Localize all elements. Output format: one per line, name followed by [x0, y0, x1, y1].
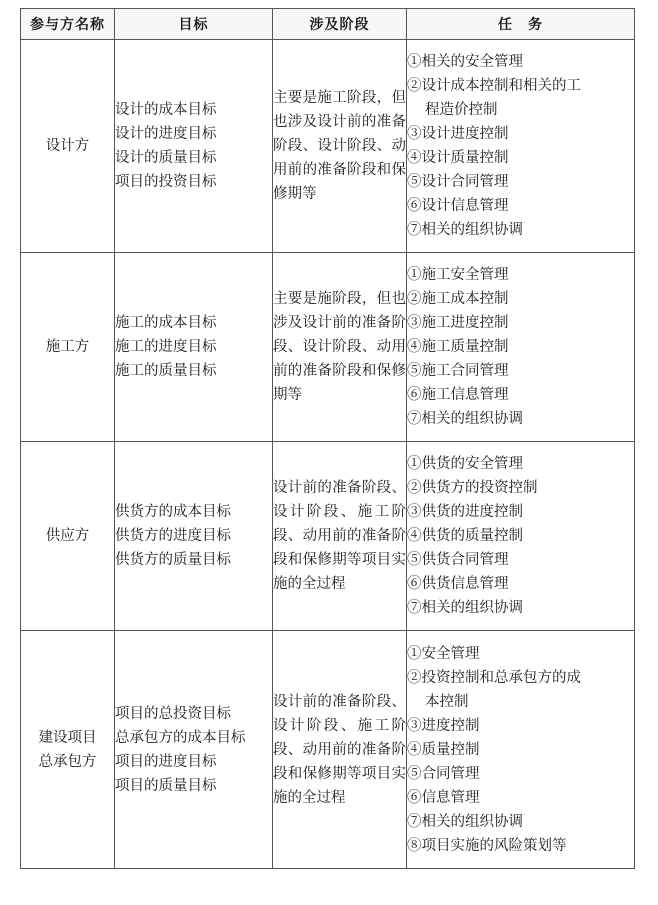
- task-text: ⑦相关的组织协调: [407, 600, 523, 616]
- task-item: [407, 524, 634, 548]
- goal-item: 项目的进度目标: [115, 753, 217, 770]
- task-item: [407, 596, 634, 620]
- stage-cell: [273, 442, 407, 631]
- goal-item: 供货方的质量目标: [115, 552, 231, 568]
- task-item: [407, 642, 634, 666]
- goal-item: 施工的质量目标: [115, 363, 217, 379]
- party-name: 设计方: [45, 138, 90, 154]
- goal-item: 供货方的进度目标: [115, 528, 231, 544]
- task-item: [407, 548, 634, 572]
- task-text: ①供货的安全管理: [407, 456, 523, 472]
- task-item: [407, 786, 634, 810]
- task-text: ⑦相关的组织协调: [407, 813, 523, 830]
- task-text: ⑤施工合同管理: [407, 363, 509, 379]
- goals-cell: [115, 631, 273, 869]
- task-text: ⑥信息管理: [407, 789, 480, 806]
- table-body: [21, 40, 635, 869]
- stage-cell: [273, 40, 407, 253]
- party-name: 建设项目: [38, 729, 97, 746]
- task-item: [407, 170, 634, 194]
- table-row: [21, 631, 635, 869]
- task-text: ⑤合同管理: [407, 765, 480, 782]
- goal-item: 项目的总投资目标: [115, 705, 231, 722]
- task-item: [407, 476, 634, 500]
- task-text: ⑤设计合同管理: [407, 174, 509, 190]
- task-item: [407, 762, 634, 786]
- task-text: ③进度控制: [407, 717, 480, 734]
- table-row: [21, 253, 635, 442]
- party-cell: [21, 442, 115, 631]
- task-text: ②施工成本控制: [407, 291, 509, 307]
- party-cell: [21, 253, 115, 442]
- task-item: [407, 335, 634, 359]
- task-text: ⑥供货信息管理: [407, 576, 509, 592]
- tasks-cell: [407, 631, 635, 869]
- header-stage: 涉及阶段: [273, 9, 407, 40]
- goal-item: 总承包方的成本目标: [115, 729, 246, 746]
- task-item: [407, 50, 634, 74]
- task-text: ②投资控制和总承包方的成: [407, 669, 581, 686]
- header-goals: 目标: [115, 9, 273, 40]
- task-text: ⑤供货合同管理: [407, 552, 509, 568]
- task-item: [407, 287, 634, 311]
- goal-item: 项目的质量目标: [115, 777, 217, 794]
- task-text: ②设计成本控制和相关的工: [407, 78, 581, 94]
- goals-cell: [115, 40, 273, 253]
- goals-cell: [115, 253, 273, 442]
- task-item: [407, 74, 634, 122]
- task-text: ⑦相关的组织协调: [407, 222, 523, 238]
- task-item: [407, 359, 634, 383]
- tasks-cell: [407, 40, 635, 253]
- stage-cell: [273, 631, 407, 869]
- header-tasks: 任 务: [407, 9, 635, 40]
- task-item: [407, 218, 634, 242]
- goal-item: 供货方的成本目标: [115, 504, 231, 520]
- task-item: [407, 714, 634, 738]
- task-text: ④施工质量控制: [407, 339, 509, 355]
- task-text: ⑥施工信息管理: [407, 387, 509, 403]
- goal-item: 项目的投资目标: [115, 174, 217, 190]
- party-cell: [21, 631, 115, 869]
- task-text: ④质量控制: [407, 741, 480, 758]
- stage-cell: [273, 253, 407, 442]
- task-item: [407, 500, 634, 524]
- table-row: [21, 40, 635, 253]
- stage-text: 设计前的准备阶段、设计阶段、施工阶段、动用前的准备阶段和保修期等项目实施的全过程: [273, 693, 406, 806]
- task-text: ④设计质量控制: [407, 150, 509, 166]
- stage-text: 主要是施工阶段，但也涉及设计前的准备阶段、设计阶段、动用前的准备阶段和保修期等: [273, 90, 406, 202]
- task-item: [407, 834, 634, 858]
- table-row: [21, 442, 635, 631]
- goals-cell: [115, 442, 273, 631]
- goal-item: 设计的成本目标: [115, 102, 217, 118]
- party-name: 总承包方: [38, 753, 97, 770]
- task-item: [407, 810, 634, 834]
- task-item: [407, 263, 634, 287]
- task-text: ⑦相关的组织协调: [407, 411, 523, 427]
- task-text: ④供货的质量控制: [407, 528, 523, 544]
- task-text: ③设计进度控制: [407, 126, 509, 142]
- task-text-continued: 本控制: [425, 693, 469, 710]
- stage-text: 主要是施阶段，但也涉及设计前的准备阶段、设计阶段、动用前的准备阶段和保修期等: [273, 291, 406, 403]
- header-party: 参与方名称: [21, 9, 115, 40]
- task-text: ③供货的进度控制: [407, 504, 523, 520]
- party-cell: [21, 40, 115, 253]
- task-item: [407, 572, 634, 596]
- task-item: [407, 452, 634, 476]
- task-text: ②供货方的投资控制: [407, 480, 538, 496]
- task-text: ③施工进度控制: [407, 315, 509, 331]
- task-item: [407, 738, 634, 762]
- task-text: ⑥设计信息管理: [407, 198, 509, 214]
- party-name: 供应方: [45, 528, 90, 544]
- goal-item: 设计的进度目标: [115, 126, 217, 142]
- tasks-cell: [407, 253, 635, 442]
- task-item: [407, 122, 634, 146]
- task-item: [407, 407, 634, 431]
- task-item: [407, 146, 634, 170]
- goal-item: 设计的质量目标: [115, 150, 217, 166]
- task-text: ①相关的安全管理: [407, 54, 523, 70]
- task-item: [407, 194, 634, 218]
- task-text: ①安全管理: [407, 645, 480, 662]
- task-text: ⑧项目实施的风险策划等: [407, 837, 567, 854]
- task-item: [407, 311, 634, 335]
- task-item: [407, 666, 634, 714]
- tasks-cell: [407, 442, 635, 631]
- goal-item: 施工的进度目标: [115, 339, 217, 355]
- header-row: [21, 9, 635, 40]
- task-item: [407, 383, 634, 407]
- task-text: ①施工安全管理: [407, 267, 509, 283]
- party-name: 施工方: [45, 339, 90, 355]
- goal-item: 施工的成本目标: [115, 315, 217, 331]
- participants-table: [20, 8, 635, 869]
- task-text-continued: 程造价控制: [425, 102, 498, 118]
- stage-text: 设计前的准备阶段、设计阶段、施工阶段、动用前的准备阶段和保修期等项目实施的全过程: [273, 480, 406, 592]
